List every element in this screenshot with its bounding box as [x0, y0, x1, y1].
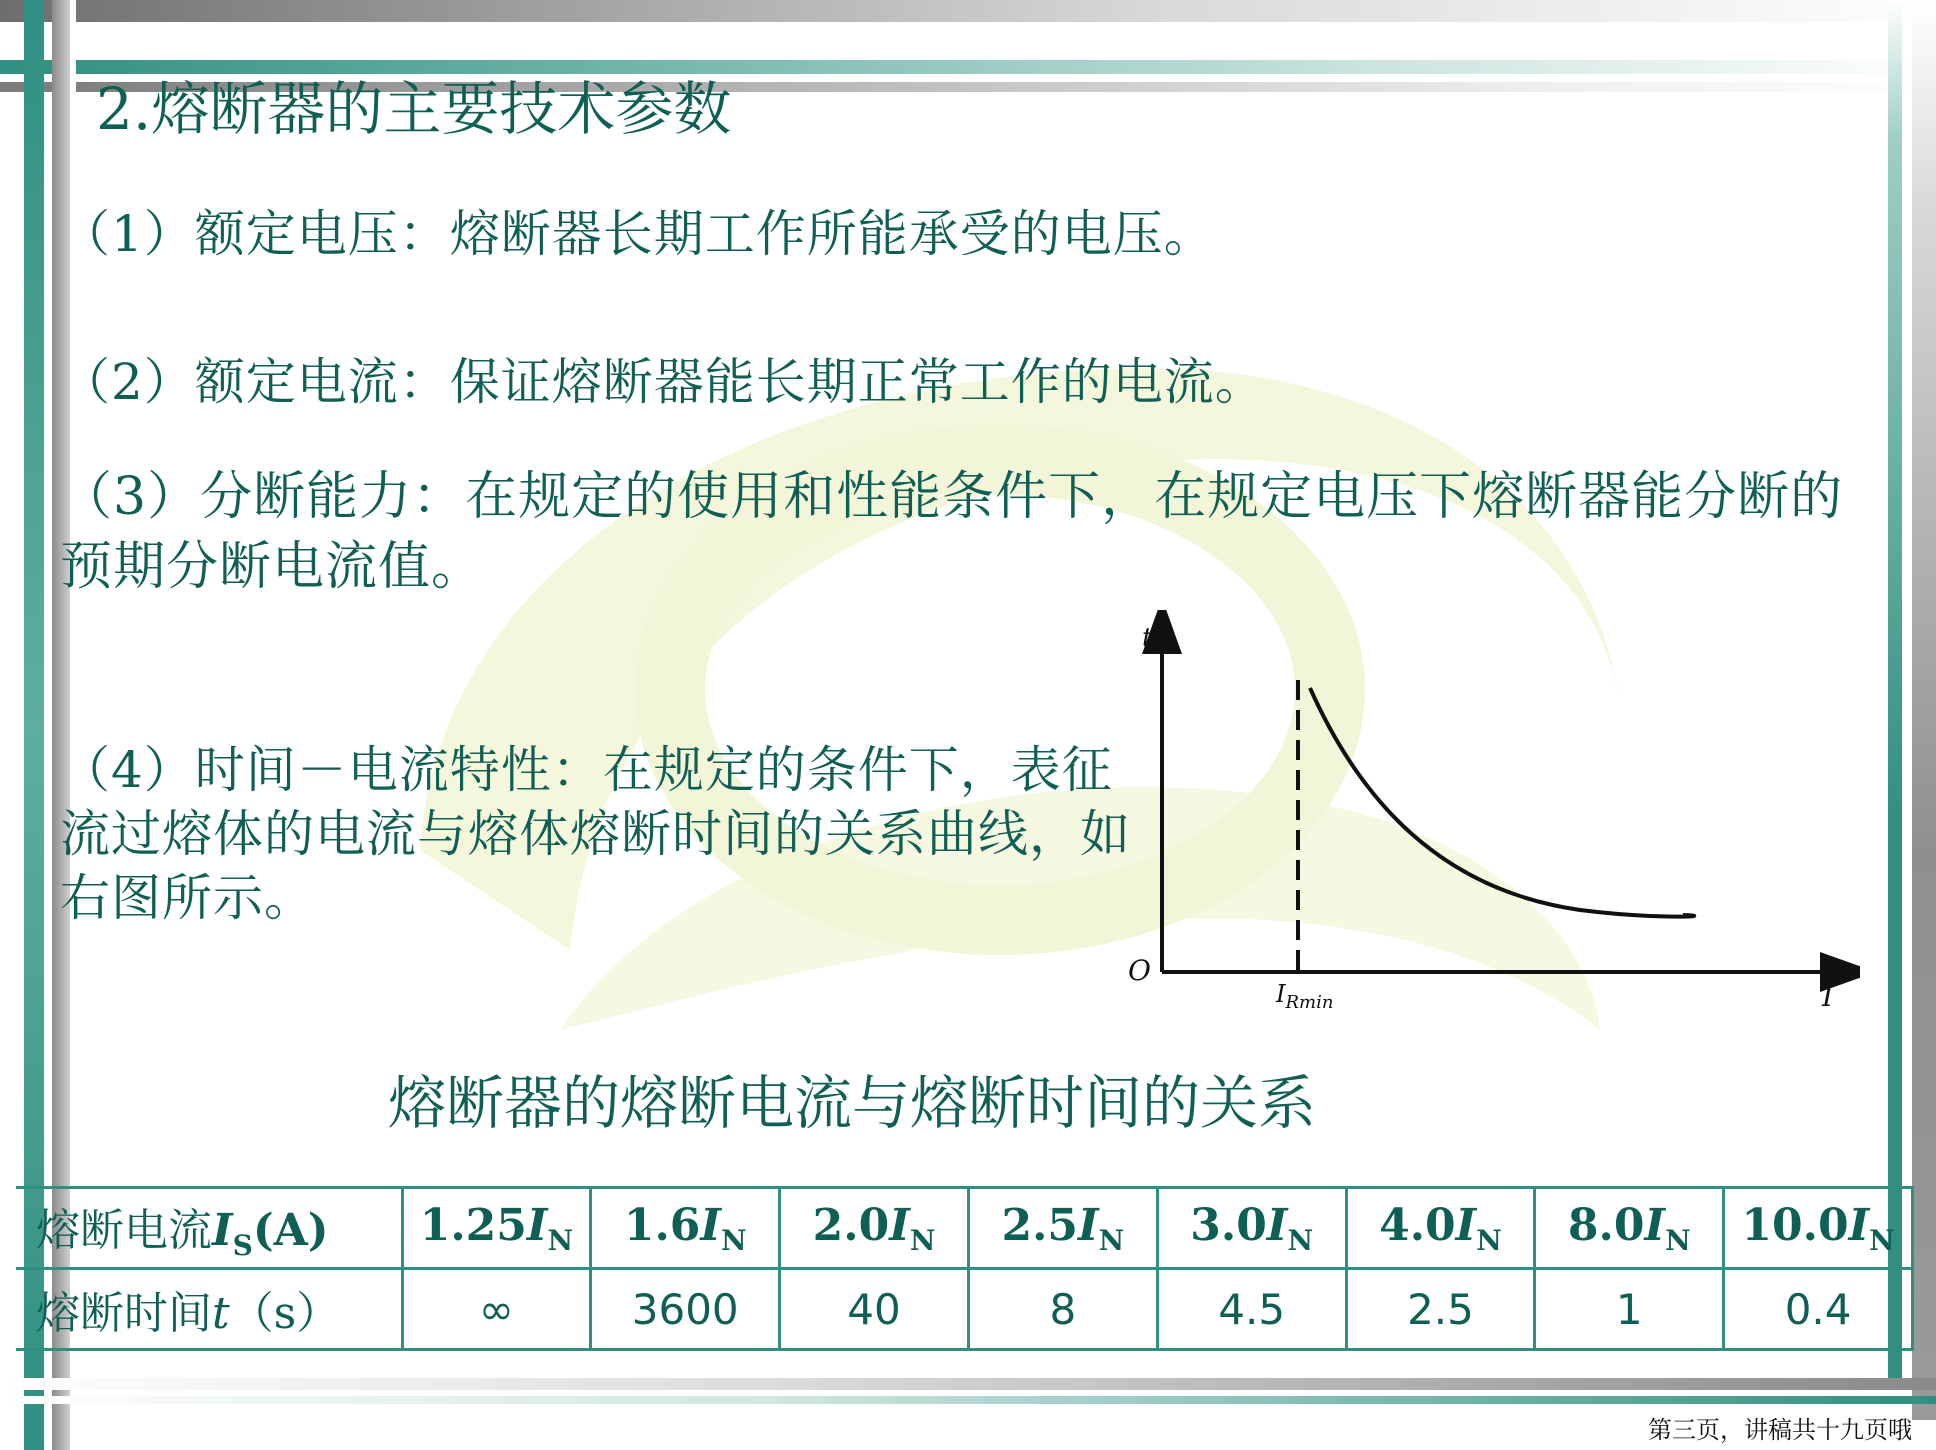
minimum-current-subscript: Rmin — [1285, 992, 1334, 1013]
table-cell: $2.0I_N$ — [780, 1188, 969, 1269]
fusing-current-row — [16, 1188, 1913, 1269]
time-current-curve — [1310, 688, 1694, 917]
parameter-rated-voltage: （1）额定电压：熔断器长期工作所能承受的电压。 — [60, 205, 1215, 263]
fusing-current-header-subscript: S — [232, 1228, 253, 1262]
table-cell: $3.0I_N$ — [1157, 1188, 1346, 1269]
table-cell: $2.5I_N$ — [968, 1188, 1157, 1269]
frame-top-bar — [0, 0, 1936, 22]
fusing-time-header — [16, 1269, 402, 1350]
table-cell: 0.4 — [1724, 1269, 1913, 1350]
page-footer: 第三页，讲稿共十九页哦 — [1648, 1416, 1912, 1444]
fusing-time-header-symbol: t — [212, 1288, 230, 1339]
frame-bottom-bar — [0, 1396, 1936, 1404]
table-cell: $8.0I_N$ — [1535, 1188, 1724, 1269]
origin-label: O — [1128, 954, 1151, 987]
frame-right-line — [1912, 0, 1936, 1420]
fusing-current-header-unit: (A) — [252, 1205, 329, 1257]
table-cell: 8 — [968, 1269, 1157, 1350]
fusing-time-row — [16, 1269, 1913, 1350]
frame-bottom-line — [0, 1378, 1936, 1390]
x-axis-label: I — [1822, 980, 1834, 1013]
parameter-rated-current: （2）额定电流：保证熔断器能长期正常工作的电流。 — [60, 353, 1266, 411]
page-title: 2.熔断器的主要技术参数 — [96, 75, 732, 143]
fusing-current-header-symbol: I — [212, 1205, 233, 1257]
fusing-time-header-unit: （s） — [229, 1288, 341, 1339]
fusing-time-header-text: 熔断时间 — [36, 1288, 212, 1339]
frame-right-bar — [1888, 0, 1902, 1380]
y-axis-label: t — [1142, 623, 1153, 653]
minimum-current-symbol: I — [1276, 980, 1286, 1008]
fusing-table — [16, 1186, 1914, 1351]
table-cell: 3600 — [591, 1269, 780, 1350]
table-cell: 4.5 — [1157, 1269, 1346, 1350]
parameter-breaking-capacity: （3）分断能力：在规定的使用和性能条件下，在规定电压下熔断器能分断的预期分断电流值。 — [60, 467, 1844, 597]
minimum-current-label — [1275, 980, 1333, 1013]
time-current-diagram — [1100, 610, 1860, 1030]
table-cell: $10.0I_N$ — [1724, 1188, 1913, 1269]
table-cell: 2.5 — [1346, 1269, 1535, 1350]
table-cell: 1 — [1535, 1269, 1724, 1350]
table-cell: $1.6I_N$ — [591, 1188, 780, 1269]
chart-caption: 熔断器的熔断电流与熔断时间的关系 — [388, 1069, 1317, 1137]
table-cell: $4.0I_N$ — [1346, 1188, 1535, 1269]
fusing-current-header — [16, 1188, 402, 1269]
table-cell: ∞ — [402, 1269, 591, 1350]
fusing-current-header-text: 熔断电流 — [36, 1205, 212, 1257]
table-cell: 40 — [780, 1269, 969, 1350]
parameter-time-current-characteristic: （4）时间－电流特性：在规定的条件下，表征流过熔体的电流与熔体熔断时间的关系曲线，如右图所示。 — [60, 741, 1131, 927]
table-cell: $1.25I_N$ — [402, 1188, 591, 1269]
